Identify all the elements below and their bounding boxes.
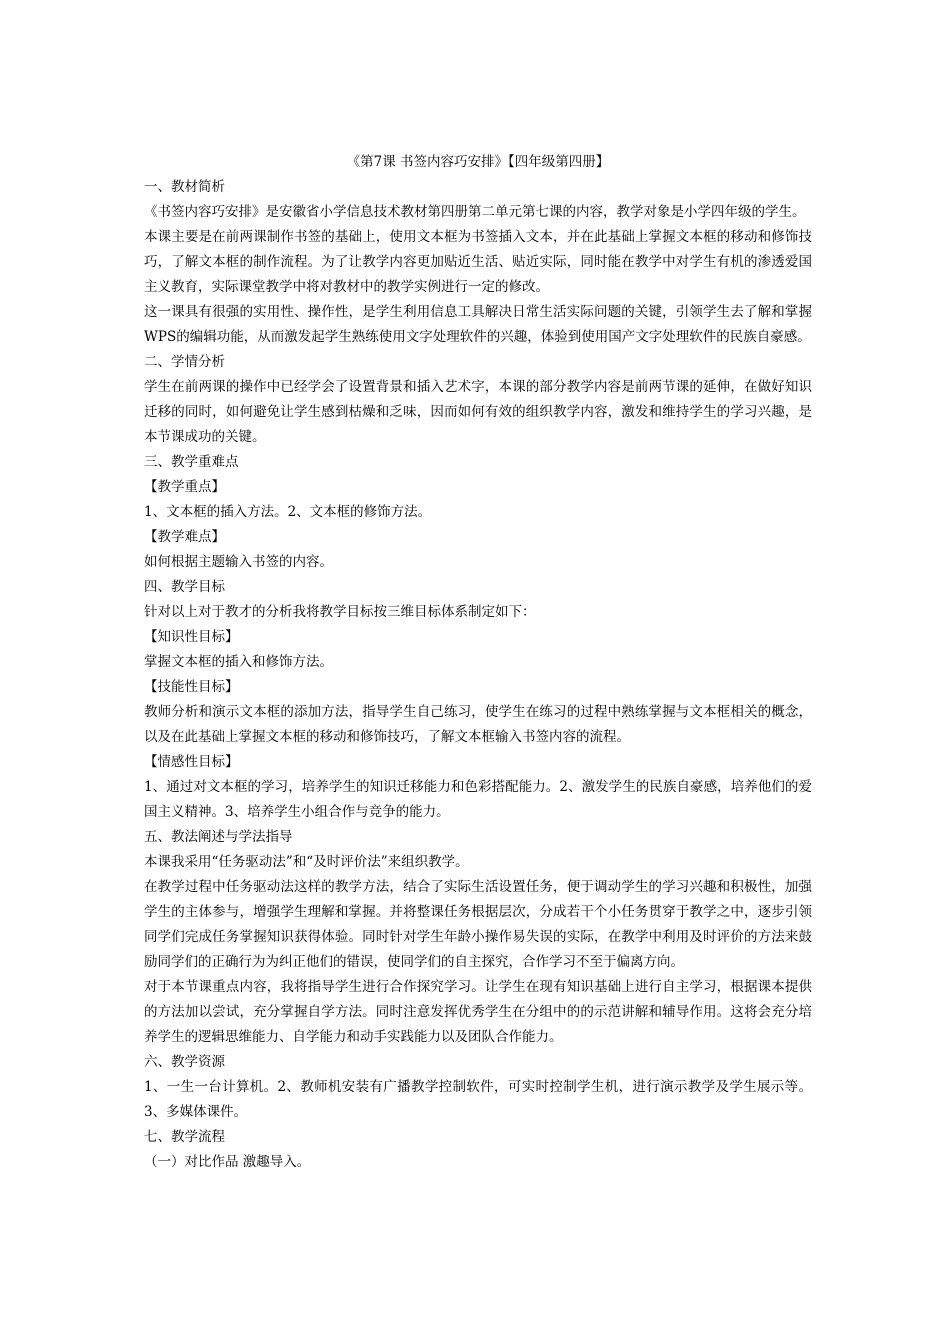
paragraph: 1、一生一台计算机。2、教师机安装有广播教学控制软件，可实时控制学生机，进行演示教学及学生展示等。3、多媒体课件。	[144, 1079, 812, 1120]
section-heading: 二、学情分析	[144, 354, 225, 370]
paragraph: 针对以上对于教才的分析我将教学目标按三维目标体系制定如下：	[144, 604, 536, 620]
section-heading: 七、教学流程	[144, 1129, 225, 1145]
document-title: 《第7课 书签内容巧安排》【四年级第四册】	[346, 154, 610, 170]
paragraph: 《书签内容巧安排》是安徽省小学信息技术教材第四册第二单元第七课的内容，教学对象是小学四年级的学生。	[144, 204, 806, 220]
section-heading: 六、教学资源	[144, 1054, 225, 1070]
section-heading: 五、教法阐述与学法指导	[144, 829, 293, 845]
subsection-label: 【知识性目标】	[144, 629, 239, 645]
paragraph: （一）对比作品 激趣导入。	[144, 1154, 311, 1170]
subsection-label: 【教学重点】	[144, 479, 225, 495]
subsection-label: 【教学难点】	[144, 529, 225, 545]
section-heading: 三、教学重难点	[144, 454, 239, 470]
paragraph: 掌握文本框的插入和修饰方法。	[144, 654, 333, 670]
paragraph: 1、通过对文本框的学习，培养学生的知识迁移能力和色彩搭配能力。2、激发学生的民族自豪感，培养他们的爱国主义精神。3、培养学生小组合作与竞争的能力。	[144, 779, 812, 820]
paragraph: 本课主要是在前两课制作书签的基础上，使用文本框为书签插入文本，并在此基础上掌握文本框的移动和修饰技巧，了解文本框的制作流程。为了让教学内容更加贴近生活、贴近实际，同时能在教学中对学生有机的渗透爱国主义教育，实际课堂教学中将对教材中的教学实例进行一定的修改。	[144, 229, 812, 295]
paragraph: 对于本节课重点内容，我将指导学生进行合作探究学习。让学生在现有知识基础上进行自主学习，根据课本提供的方法加以尝试，充分掌握自学方法。同时注意发挥优秀学生在分组中的的示范讲解和辅导作用。这将会充分培养学生的逻辑思维能力、自学能力和动手实践能力以及团队合作能力。	[144, 979, 812, 1045]
paragraph: 1、文本框的插入方法。2、文本框的修饰方法。	[144, 504, 432, 520]
section-heading: 四、教学目标	[144, 579, 225, 595]
subsection-label: 【技能性目标】	[144, 679, 239, 695]
paragraph: 如何根据主题输入书签的内容。	[144, 554, 333, 570]
paragraph: 学生在前两课的操作中已经学会了设置背景和插入艺术字，本课的部分教学内容是前两节课的延伸，在做好知识迁移的同时，如何避免让学生感到枯燥和乏味，因而如何有效的组织教学内容，激发和维持学生的学习兴趣，是本节课成功的关键。	[144, 379, 812, 445]
document-body	[144, 175, 812, 1175]
paragraph: 本课我采用“任务驱动法”和“及时评价法”来组织教学。	[144, 854, 469, 870]
paragraph: 教师分析和演示文本框的添加方法，指导学生自己练习，使学生在练习的过程中熟练掌握与文本框相关的概念，以及在此基础上掌握文本框的移动和修饰技巧，了解文本框输入书签内容的流程。	[144, 704, 812, 745]
section-heading: 一、教材简析	[144, 179, 225, 195]
subsection-label: 【情感性目标】	[144, 754, 239, 770]
document-page	[144, 150, 812, 1175]
paragraph: 这一课具有很强的实用性、操作性，是学生利用信息工具解决日常生活实际问题的关键，引领学生去了解和掌握WPS的编辑功能，从而激发起学生熟练使用文字处理软件的兴趣，体验到使用国产文字处理软件的民族自豪感。	[144, 304, 812, 345]
paragraph: 在教学过程中任务驱动法这样的教学方法，结合了实际生活设置任务，便于调动学生的学习兴趣和积极性，加强学生的主体参与，增强学生理解和掌握。并将整课任务根据层次，分成若干个小任务贯穿于教学之中，逐步引领同学们完成任务掌握知识获得体验。同时针对学生年龄小操作易失误的实际，在教学中利用及时评价的方法来鼓励同学们的正确行为为纠正他们的错误，使同学们的自主探究，合作学习不至于偏离方向。	[144, 879, 812, 970]
